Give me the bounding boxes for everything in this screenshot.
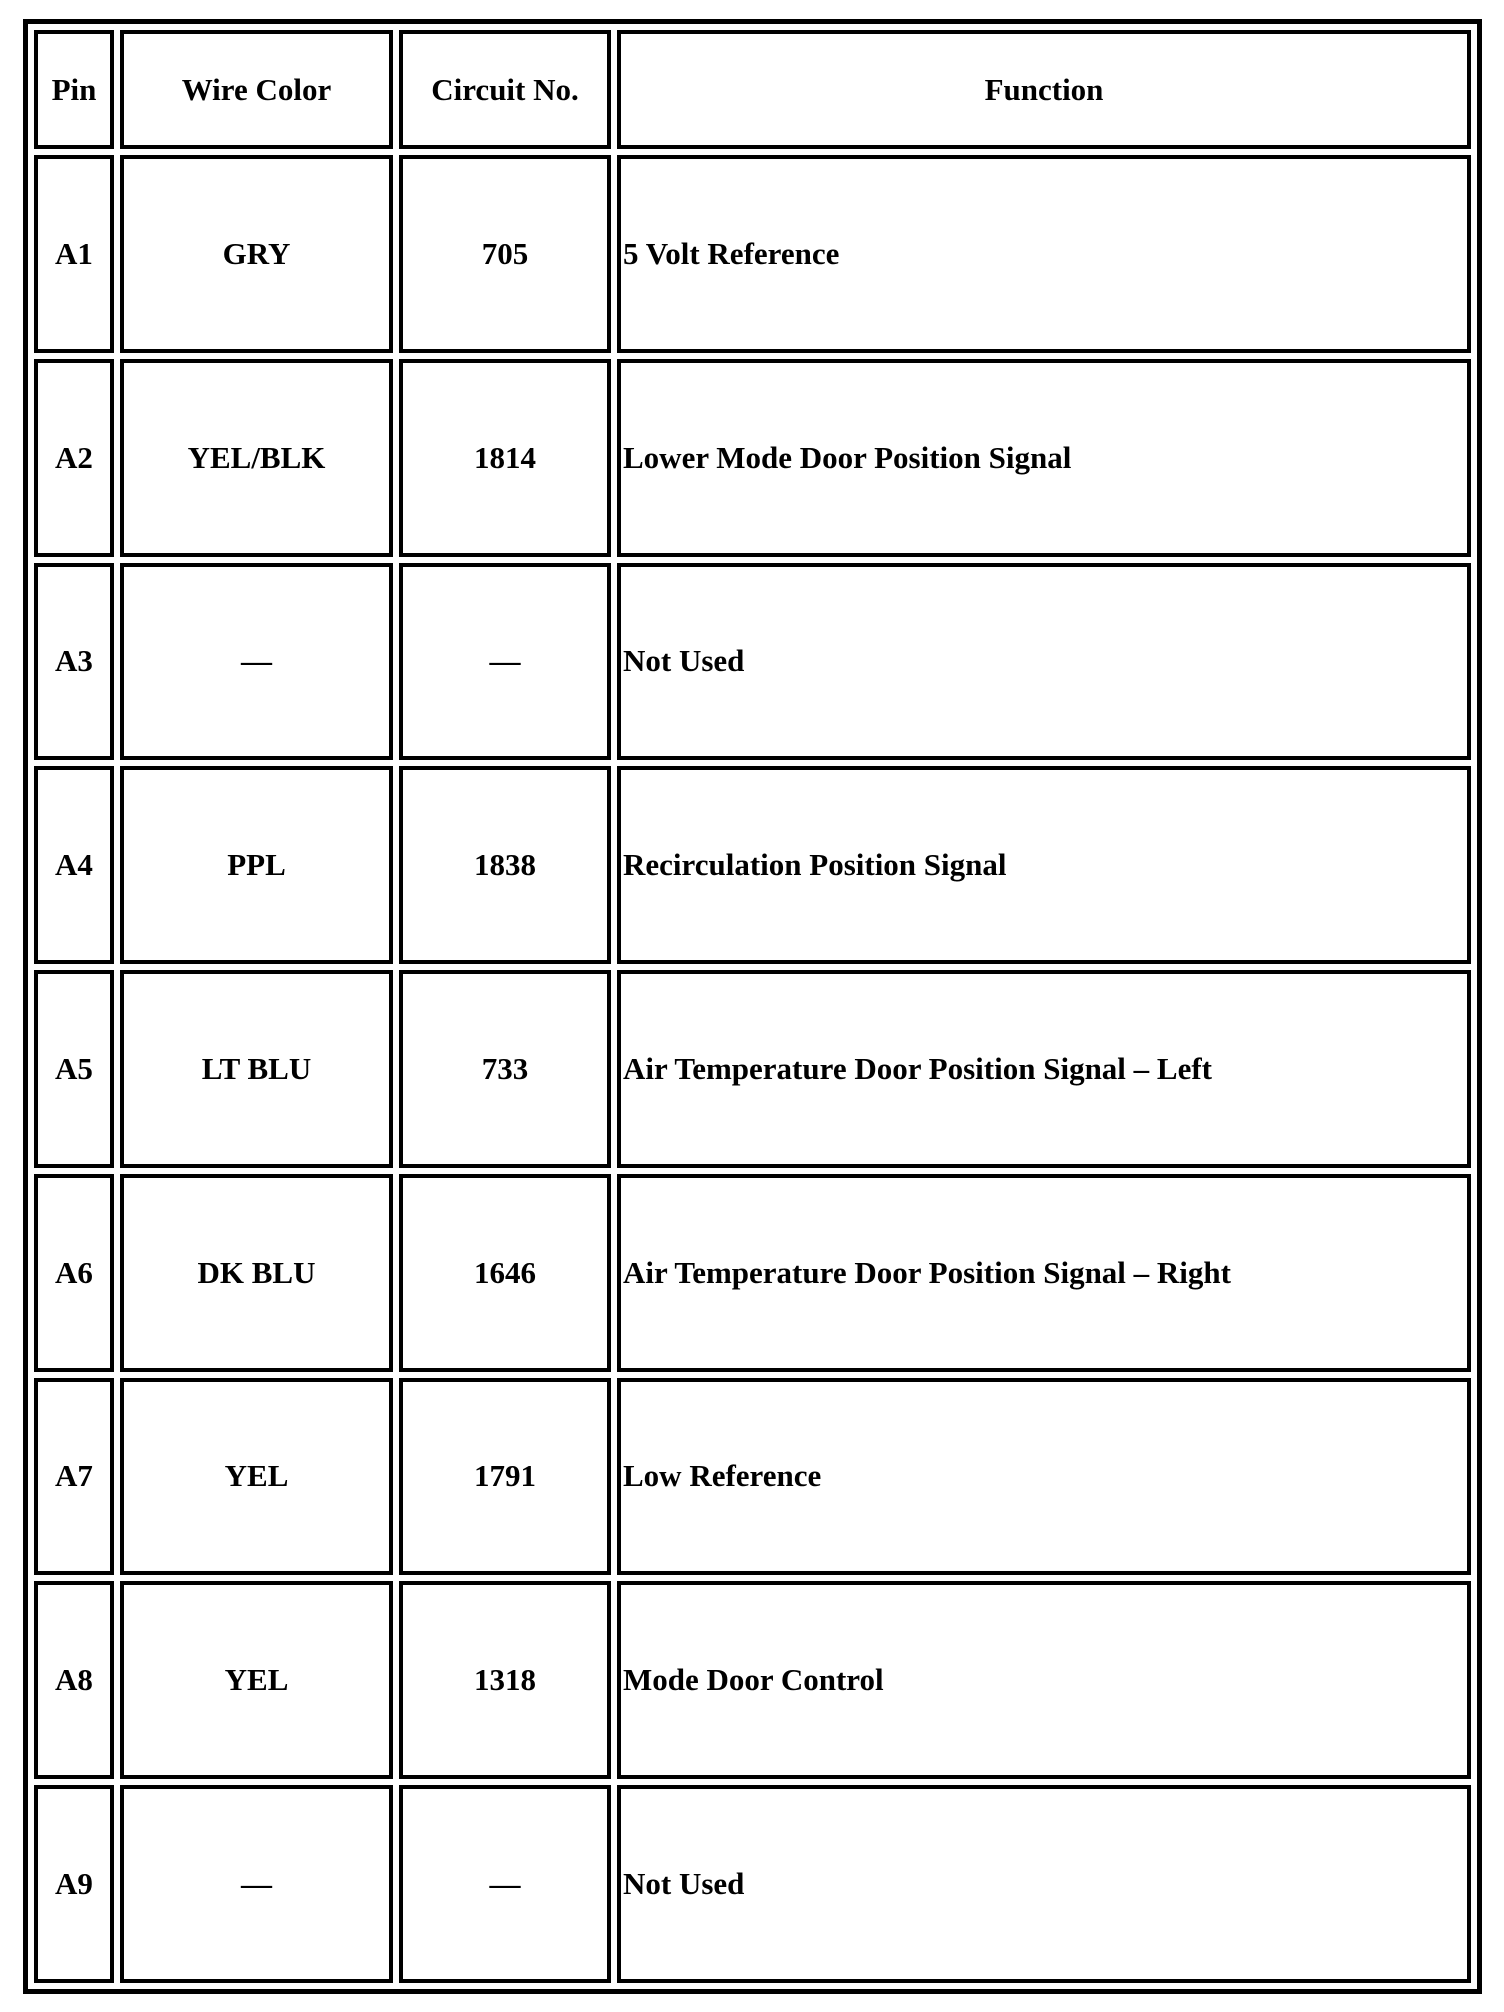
circuit-no-cell: 1646 — [399, 1174, 611, 1372]
wire-color-cell: YEL/BLK — [120, 359, 393, 557]
function-cell: Air Temperature Door Position Signal – Right — [617, 1174, 1471, 1372]
table-row — [34, 970, 1471, 1168]
function-cell: Low Reference — [617, 1378, 1471, 1576]
header-pin: Pin — [34, 30, 114, 149]
pin-cell: A6 — [34, 1174, 114, 1372]
header-circuit-no: Circuit No. — [399, 30, 611, 149]
table-row — [34, 359, 1471, 557]
wire-color-cell: — — [120, 563, 393, 761]
table-row — [34, 1174, 1471, 1372]
pin-cell: A9 — [34, 1785, 114, 1983]
wire-color-cell: DK BLU — [120, 1174, 393, 1372]
table-row — [34, 1785, 1471, 1983]
pin-cell: A2 — [34, 359, 114, 557]
pin-cell: A5 — [34, 970, 114, 1168]
table-row — [34, 155, 1471, 353]
function-cell: Not Used — [617, 1785, 1471, 1983]
wire-color-cell: — — [120, 1785, 393, 1983]
function-cell: Air Temperature Door Position Signal – Left — [617, 970, 1471, 1168]
pin-cell: A7 — [34, 1378, 114, 1576]
table-row — [34, 563, 1471, 761]
pin-cell: A4 — [34, 766, 114, 964]
function-cell: Not Used — [617, 563, 1471, 761]
wire-color-cell: PPL — [120, 766, 393, 964]
wire-color-cell: YEL — [120, 1581, 393, 1779]
connector-pinout-table — [23, 19, 1482, 1994]
header-wire-color: Wire Color — [120, 30, 393, 149]
circuit-no-cell: 733 — [399, 970, 611, 1168]
function-cell: 5 Volt Reference — [617, 155, 1471, 353]
wire-color-cell: YEL — [120, 1378, 393, 1576]
circuit-no-cell: 705 — [399, 155, 611, 353]
pin-cell: A3 — [34, 563, 114, 761]
table-header-row — [34, 30, 1471, 149]
circuit-no-cell: 1838 — [399, 766, 611, 964]
table-row — [34, 1378, 1471, 1576]
circuit-no-cell: — — [399, 563, 611, 761]
table-row — [34, 766, 1471, 964]
header-function: Function — [617, 30, 1471, 149]
circuit-no-cell: 1814 — [399, 359, 611, 557]
wire-color-cell: GRY — [120, 155, 393, 353]
pin-cell: A1 — [34, 155, 114, 353]
wire-color-cell: LT BLU — [120, 970, 393, 1168]
function-cell: Recirculation Position Signal — [617, 766, 1471, 964]
circuit-no-cell: 1791 — [399, 1378, 611, 1576]
function-cell: Mode Door Control — [617, 1581, 1471, 1779]
circuit-no-cell: 1318 — [399, 1581, 611, 1779]
table-row — [34, 1581, 1471, 1779]
pin-cell: A8 — [34, 1581, 114, 1779]
circuit-no-cell: — — [399, 1785, 611, 1983]
function-cell: Lower Mode Door Position Signal — [617, 359, 1471, 557]
